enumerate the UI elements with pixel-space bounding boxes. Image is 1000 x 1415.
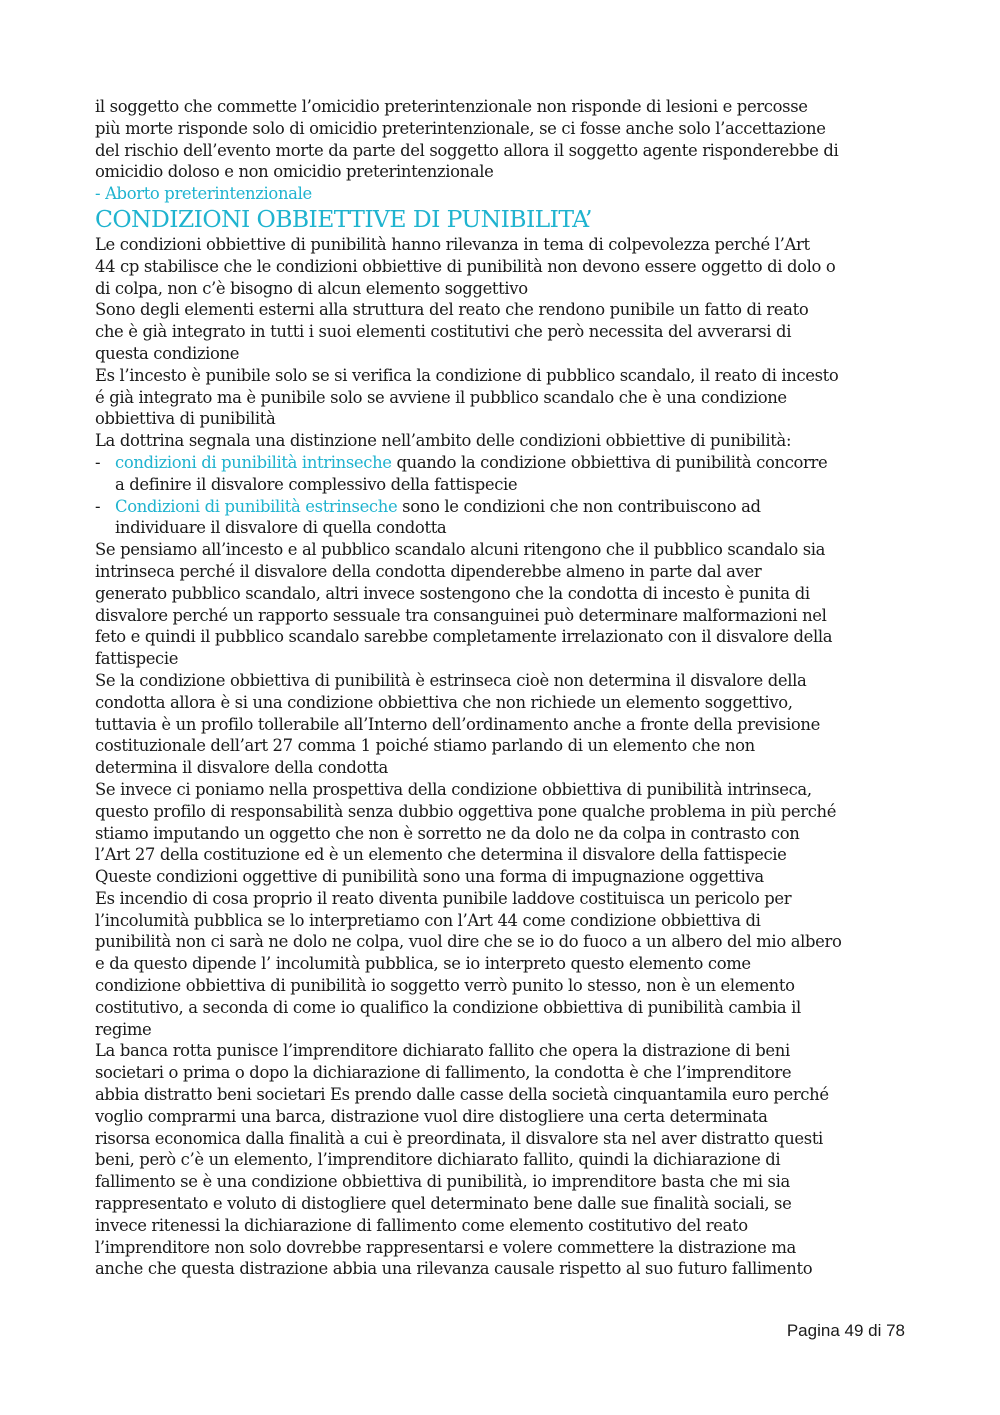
text-line: La banca rotta punisce l’imprenditore dichiarato fallito che opera la distrazione di beni [95,1041,790,1061]
text-line: e da questo dipende l’ incolumità pubblica, se io interpreto questo elemento come [95,954,751,974]
text-line: Es incendio di cosa proprio il reato diventa punibile laddove costituisca un pericolo per [95,888,792,908]
text-line: Sono degli elementi esterni alla struttura del reato che rendono punibile un fatto di reato [95,300,809,320]
text-line: disvalore perché un rapporto sessuale tra consanguinei può determinare malformazioni nel [95,605,827,625]
bullet-term[interactable]: Condizioni di punibilità estrinseche [115,496,398,516]
text-line: generato pubblico scandalo, altri invece sostengono che la condotta di incesto è punita di [95,583,810,603]
text-line: 44 cp stabilisce che le condizioni obbiettive di punibilità non devono essere oggetto di dolo o [95,256,836,276]
text-line: stiamo imputando un oggetto che non è sorretto ne da dolo ne da colpa in contrasto con [95,823,800,843]
aborto-prefix: - [95,184,106,204]
bullet-text: sono le condizioni che non contribuiscono ad [397,496,761,516]
bullet-text: individuare il disvalore di quella condotta [115,518,447,538]
document-body [95,96,910,1280]
text-line: Se invece ci poniamo nella prospettiva della condizione obbiettiva di punibilità intrinseca, [95,779,812,799]
list-item [95,452,910,474]
text-line: omicidio doloso e non omicidio preterintenzionale [95,162,494,182]
bullet-text: quando la condizione obbiettiva di punibilità concorre [391,452,828,472]
bullet-dash: - [95,452,101,472]
page-number: Pagina 49 di 78 [786,1321,905,1340]
bullet-list [95,452,910,539]
text-line: Se la condizione obbiettiva di punibilità è estrinseca cioè non determina il disvalore della [95,670,807,690]
text-line: condotta allora è si una condizione obbiettiva che non richiede un elemento soggettivo, [95,692,793,712]
list-item-continuation [95,517,910,539]
text-line: punibilità non ci sarà ne dolo ne colpa, vuol dire che se io do fuoco a un albero del mio albero [95,932,842,952]
text-line: feto e quindi il pubblico scandalo sarebbe completamente irrelazionato con il disvalore della [95,627,833,647]
aborto-link[interactable]: Aborto preterintenzionale [105,184,312,204]
text-line: intrinseca perché il disvalore della condotta dipenderebbe almeno in parte dal aver [95,561,762,581]
paragraph-2 [95,539,910,1280]
list-item [95,496,910,518]
text-line: invece ritenessi la dichiarazione di fallimento come elemento costitutivo del reato [95,1215,748,1235]
text-line: voglio comprarmi una barca, distrazione vuol dire distogliere una certa determinata [95,1106,768,1126]
text-line: obbiettiva di punibilità [95,409,276,429]
text-line: di colpa, non c’è bisogno di alcun elemento soggettivo [95,278,528,298]
aborto-item [95,183,910,205]
text-line: il soggetto che commette l’omicidio preterintenzionale non risponde di lesioni e percosse [95,97,808,116]
text-line: Es l’incesto è punibile solo se si verifica la condizione di pubblico scandalo, il reato di incesto [95,365,839,385]
text-line: é già integrato ma è punibile solo se avviene il pubblico scandalo che è una condizione [95,387,787,407]
text-line: abbia distratto beni societari Es prendo dalle casse della società cinquantamila euro perché [95,1085,829,1105]
intro-paragraph [95,96,910,183]
text-line: Queste condizioni oggettive di punibilità sono una forma di impugnazione oggettiva [95,867,764,887]
bullet-dash: - [95,496,101,516]
list-item-continuation [95,474,910,496]
text-line: del rischio dell’evento morte da parte del soggetto allora il soggetto agente risponderebbe di [95,140,839,160]
text-line: beni, però c’è un elemento, l’imprenditore dichiarato fallito, quindi la dichiarazione di [95,1150,781,1170]
text-line: societari o prima o dopo la dichiarazione di fallimento, la condotta è che l’imprenditore [95,1063,792,1083]
text-line: costituzionale dell’art 27 comma 1 poiché stiamo parlando di un elemento che non [95,736,755,756]
text-line: costitutivo, a seconda di come io qualifico la condizione obbiettiva di punibilità cambia il [95,997,801,1017]
bullet-term[interactable]: condizioni di punibilità intrinseche [115,452,392,472]
text-line: condizione obbiettiva di punibilità io soggetto verrò punito lo stesso, non è un elemento [95,976,795,996]
text-line: l’incolumità pubblica se lo interpretiamo con l’Art 44 come condizione obbiettiva di [95,910,761,930]
text-line: regime [95,1019,152,1039]
text-line: più morte risponde solo di omicidio preterintenzionale, se ci fosse anche solo l’accettazione [95,118,826,138]
text-line: l’imprenditore non solo dovrebbe rappresentarsi e volere commettere la distrazione ma [95,1237,796,1257]
text-line: questo profilo di responsabilità senza dubbio oggettiva pone qualche problema in più perché [95,801,837,821]
text-line: Le condizioni obbiettive di punibilità hanno rilevanza in tema di colpevolezza perché l’Art [95,234,810,254]
text-line: fallimento se è una condizione obbiettiva di punibilità, io imprenditore basta che mi sia [95,1172,790,1192]
paragraph-1 [95,234,910,452]
text-line: determina il disvalore della condotta [95,758,388,778]
text-line: anche che questa distrazione abbia una rilevanza causale rispetto al suo futuro fallimento [95,1259,813,1279]
text-line: che è già integrato in tutti i suoi elementi costitutivi che però necessita del avverarsi di [95,322,792,342]
text-line: fattispecie [95,649,179,669]
bullet-text: a definire il disvalore complessivo della fattispecie [115,474,518,494]
text-line: questa condizione [95,343,240,363]
text-line: La dottrina segnala una distinzione nell’ambito delle condizioni obbiettive di punibilità: [95,431,792,451]
text-line: l’Art 27 della costituzione ed è un elemento che determina il disvalore della fattispecie [95,845,787,865]
section-heading: CONDIZIONI OBBIETTIVE DI PUNIBILITA’ [95,204,592,233]
text-line: rappresentato e voluto di distogliere quel determinato bene dalle sue finalità sociali, se [95,1194,792,1214]
text-line: risorsa economica dalla finalità a cui è preordinata, il disvalore sta nel aver distratto questi [95,1128,823,1148]
text-line: Se pensiamo all’incesto e al pubblico scandalo alcuni ritengono che il pubblico scandalo sia [95,540,826,560]
text-line: tuttavia è un profilo tollerabile all’Interno dell’ordinamento anche a fronte della previsione [95,714,820,734]
